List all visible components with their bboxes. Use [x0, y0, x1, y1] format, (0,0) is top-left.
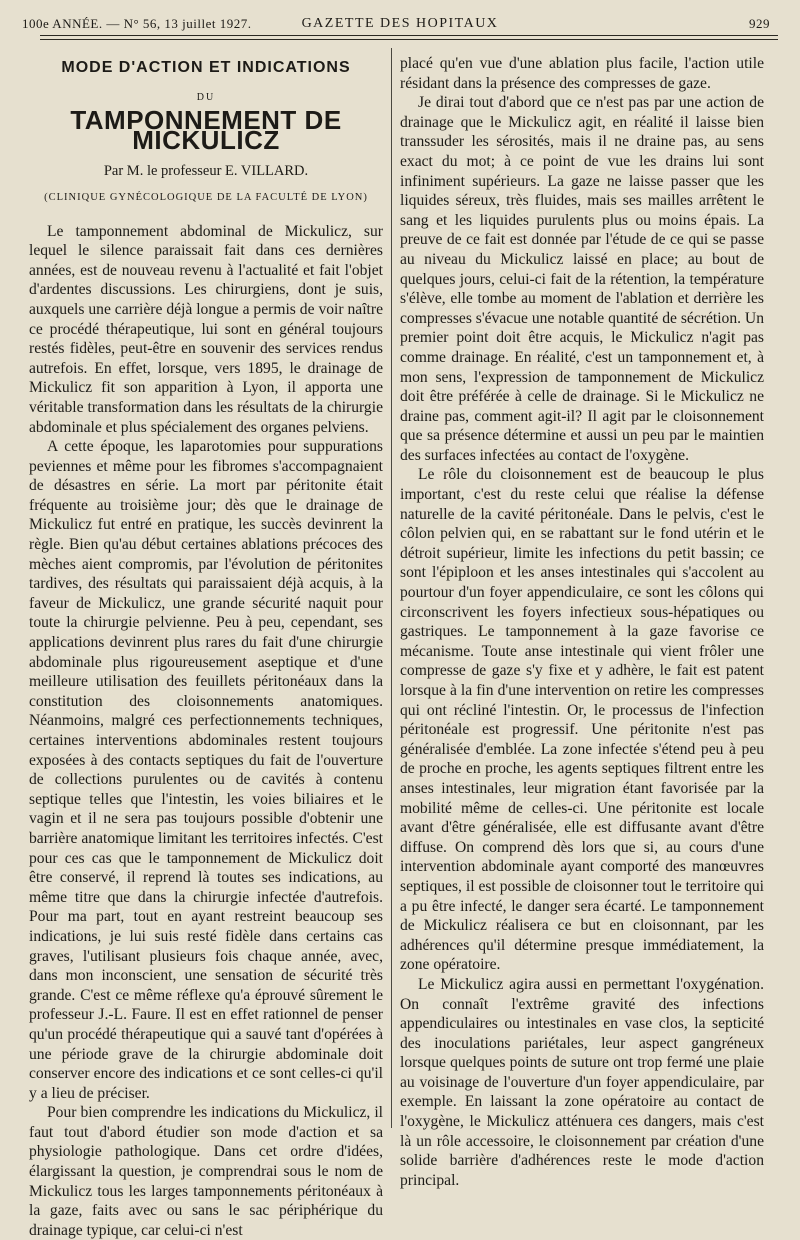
journal-name: GAZETTE DES HOPITAUX — [301, 16, 499, 31]
paragraph: A cette époque, les laparotomies pour suppurations peviennes et même pour les fibromes s'accompagnaient de désastres en série. La mort par péritonite était fréquente au troisième jour; dès que le drainage de Mickulicz fut entré en pratique, les succès devinrent la règle. Bien qu'au début certaines ablations précoces des mèches aient compromis, par l'évolution de péritonites tardives, des résultats qui paraissaient déjà acquis, à la faveur de Mickulicz, une grande sécurité naquit pour toute la chirurgie pelvienne. Peu à peu, cependant, ses applications devinrent plus rares du fait d'une chirurgie abdominale plus rigoureusement aseptique et d'une meilleure utilisation des feuillets péritonéaux dans la constitution des cloisonnements anatomiques. Néanmoins, malgré ces perfectionnements techniques, certaines interventions abdominales restent toujours exposées à des contacts septiques du fait de l'ouverture de collections purulentes ou de cavités à contenu septique telles que l'intestin, les voies biliaires et le vagin et il ne sera pas toujours possible d'obtenir une barrière anatomique limitant les territoires infectés. C'est pour ces cas que le tamponnement de Mickulicz doit être conservé, il reprend là toutes ses indications, au même titre que dans la chirurgie infectée d'autrefois. Pour ma part, tout en ayant restreint beaucoup ses indications, je lui suis resté fidèle dans certains cas graves, l'utilisant plusieurs fois chaque année, avec, dans mon inconscient, une sensation de sécurité très grande. C'est ce même réflexe qu'a éprouvé sûrement le professeur J.-L. Faure. Il est en effet rationnel de penser qu'un procédé thérapeutique qui a sauvé tant d'opérées à une période grave de la chirurgie abdominale doit conserver encore des indications et ce sont celles-ci qu'il y a lieu de préciser. — [29, 438, 383, 1102]
article-kicker: MODE D'ACTION ET INDICATIONS — [61, 59, 351, 76]
column-divider — [391, 48, 392, 1128]
issue-line: 100e ANNÉE. — N° 56, 13 juillet 1927. — [22, 16, 252, 31]
paragraph: placé qu'en vue d'une ablation plus facile, l'action utile résidant dans la présence des compresses de gaze. — [400, 55, 764, 92]
article-affiliation: (CLINIQUE GYNÉCOLOGIQUE DE LA FACULTÉ DE LYON) — [44, 191, 368, 203]
left-column — [29, 52, 383, 1240]
article-title: TAMPONNEMENT DE MICKULICZ — [70, 105, 342, 155]
header-rule — [40, 35, 778, 36]
running-header — [22, 14, 778, 36]
paragraph: Pour bien comprendre les indications du Mickulicz, il faut tout d'abord étudier son mode d'action et sa physiologie pathologique. Dans cet ordre d'idées, élargissant la question, je comprendrai sous le nom de Mickulicz tous les larges tamponnements péritonéaux à la gaze, faits avec ou sans le sac périphérique du drainage typique, car celui-ci n'est — [29, 1104, 383, 1239]
article-du: DU — [196, 91, 216, 103]
paragraph: Le Mickulicz agira aussi en permettant l'oxygénation. On connaît l'extrême gravité des infections appendiculaires ou intestinales en vase clos, la septicité des inoculations pariétales, leur aspect gangréneux lorsque quelques points de suture ont trop fermé une plaie au voisinage de l'ouverture d'un foyer appendiculaire, par exemple. En laissant la zone opératoire au contact de l'oxygène, le Mickulicz atténuera ces dangers, mais c'est là un rôle accessoire, le cloisonnement par création d'une solide barrière d'adhérences reste le mode d'action principal. — [400, 975, 764, 1189]
header-rule-double — [40, 39, 778, 40]
paragraph: Je dirai tout d'abord que ce n'est pas par une action de drainage que le Mickulicz agit, en réalité il laisse bien transsuder les sérosités, mais il ne draine pas, au sens exact du mot; à ce point de vue les drains lui sont infiniment supérieurs. La gaze ne laisse passer que les liquides séreux, très fluides, mais ses mailles arrêtent le sang et les liquides purulents plus ou moins épais. La preuve de ce fait est donnée par l'étude de ce qui se passe au niveau du Mickulicz laissé en place; au bout de quelques jours, celui-ci fait de la rétention, la température s'élève, elle tombe au moment de l'ablation et derrière les compresses s'évacue une notable quantité de sécrétion. Un premier point doit être acquis, le Mickulicz n'agit pas comme drainage. En réalité, c'est un tamponnement et, à mon sens, l'expression de tamponnement de Mickulicz doit être préférée à celle de drainage. Si le Mickulicz ne draine pas, comment agit-il? Il agit par le cloisonnement que sa présence détermine et aussi un peu par le maintien des surfaces infectées au contact de l'oxygène. — [400, 94, 764, 464]
paragraph: Le tamponnement abdominal de Mickulicz, sur lequel le silence paraissait fait dans ces dernières années, est de nouveau revenu à l'actualité et fait l'objet d'ardentes discussions. Les chirurgiens, dont je suis, auxquels une carrière déjà longue a permis de voir naître ce procédé thérapeutique, lui sont en général toujours restés fidèles, peut-être en souvenir des services rendus autrefois. En effet, lorsque, vers 1895, le drainage de Mickulicz fit son apparition à Lyon, il apporta une véritable transformation dans les résultats de la chirurgie abdominale et plus spécialement des organes pelviens. — [29, 222, 383, 436]
page-number: 929 — [749, 16, 770, 31]
paragraph: Le rôle du cloisonnement est de beaucoup le plus important, c'est du reste celui que réalise la défense naturelle de la cavité péritonéale. Dans le pelvis, c'est le côlon pelvien qui, en se rabattant sur le fond utérin et le détroit supérieur, limite les infections du petit bassin; ce sont l'épiploon et les anses intestinales qui s'accolent au pourtour d'un foyer appendiculaire, ce sont les côlons qui circonscrivent les foyers infectieux sous-hépatiques ou gastriques. Le tamponnement à la gaze favorise ce mécanisme. Toute anse intestinale qui vient frôler une compresse de gaze s'y fixe et y adhère, le fait est patent lorsque à la fin d'une intervention on retire les compresses qui ont récliné l'intestin. Or, le processus de l'infection péritonéale est progressif. Une péritonite n'est pas généralisée d'emblée. La zone infectée s'étend peu à peu de proche en proche, les agents septiques filtrent entre les anses intestinales, leur migration étant favorisée par la mobilité même de celles-ci. Une péritonite est locale avant d'être généralisée, elle est diffusante avant d'être diffuse. On comprend dès lors que si, au cours d'une intervention abdominale ayant comporté des manœuvres septiques, il est possible de cloisonner tout le territoire qui a pu être infecté, le danger sera écarté. Le tamponnement de Mickulicz réalisera ce but en cloisonnant, par les adhérences qu'il détermine presque immédiatement, la zone opératoire. — [400, 466, 764, 974]
right-column — [400, 54, 764, 1190]
article-author: Par M. le professeur E. VILLARD. — [103, 163, 309, 180]
